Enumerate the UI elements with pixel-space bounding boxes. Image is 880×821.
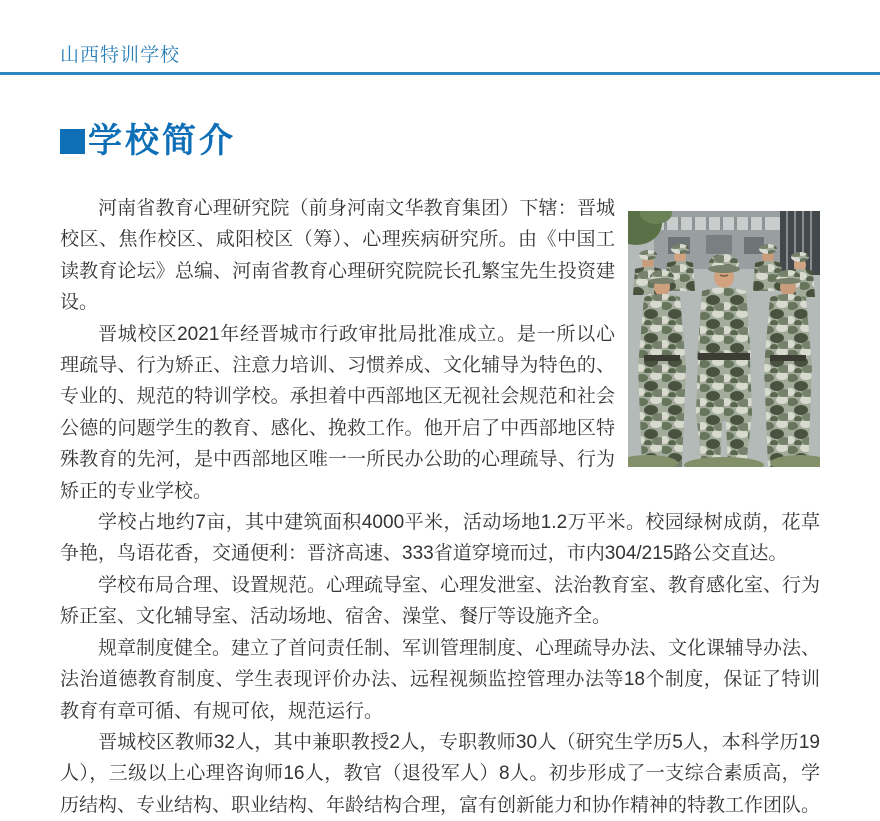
- facilities-paragraph: 学校布局合理、设置规范。心理疏导室、心理发泄室、法治教育室、教育感化室、行为矫正室、文化辅导室、活动场地、宿舍、澡堂、餐厅等设施齐全。: [60, 574, 821, 628]
- section-heading: [60, 121, 820, 161]
- article-body: [60, 193, 820, 821]
- campus-grounds-paragraph: 学校占地约7亩，其中建筑面积4000平米，活动场地1.2万平米。校园绿树成荫，花草争艳，鸟语花香，交通便利：晋济高速、333省道穿境而过，市内304/215路公交直达。: [60, 512, 820, 565]
- header-rule-divider: [0, 72, 880, 75]
- regulations-paragraph: 规章制度健全。建立了首问责任制、军训管理制度、心理疏导办法、文化课辅导办法、法治道德教育制度、学生表现评价办法、远程视频监控管理办法等18个制度，保证了特训教育有章可循、有规可依，规范运行。: [60, 637, 821, 722]
- section-title: 学校简介: [88, 122, 236, 160]
- page-header: [0, 0, 880, 67]
- site-title: 山西特训学校: [60, 45, 181, 66]
- military-training-formation-photo-illustration: [628, 211, 820, 467]
- students-photo: [628, 211, 820, 467]
- campus-history-paragraph: 晋城校区2021年经晋城市行政审批局批准成立。是一所以心理疏导、行为矫正、注意力培训、习惯养成、文化辅导为特色的、专业的、规范的特训学校。承担着中西部地区无视社会规范和社会公德的问题学生的教育、感化、挽救工作。他开启了中西部地区特殊教育的先河，是中西部地区唯一一所民办公助的心理疏导、行为矫正的专业学校。: [60, 323, 615, 502]
- section-bullet-square-icon: [60, 129, 85, 154]
- faculty-paragraph: 晋城校区教师32人，其中兼职教授2人，专职教师30人（研究生学历5人，本科学历19人），三级以上心理咨询师16人，教官（退役军人）8人。初步形成了一支综合素质高，学历结构、专业结构、职业结构、年龄结构合理，富有创新能力和协作精神的特教工作团队。: [60, 731, 821, 816]
- intro-paragraph: 河南省教育心理研究院（前身河南文华教育集团）下辖：晋城校区、焦作校区、咸阳校区（筹）、心理疾病研究所。由《中国工读教育论坛》总编、河南省教育心理研究院院长孔繁宝先生投资建设。: [60, 198, 615, 314]
